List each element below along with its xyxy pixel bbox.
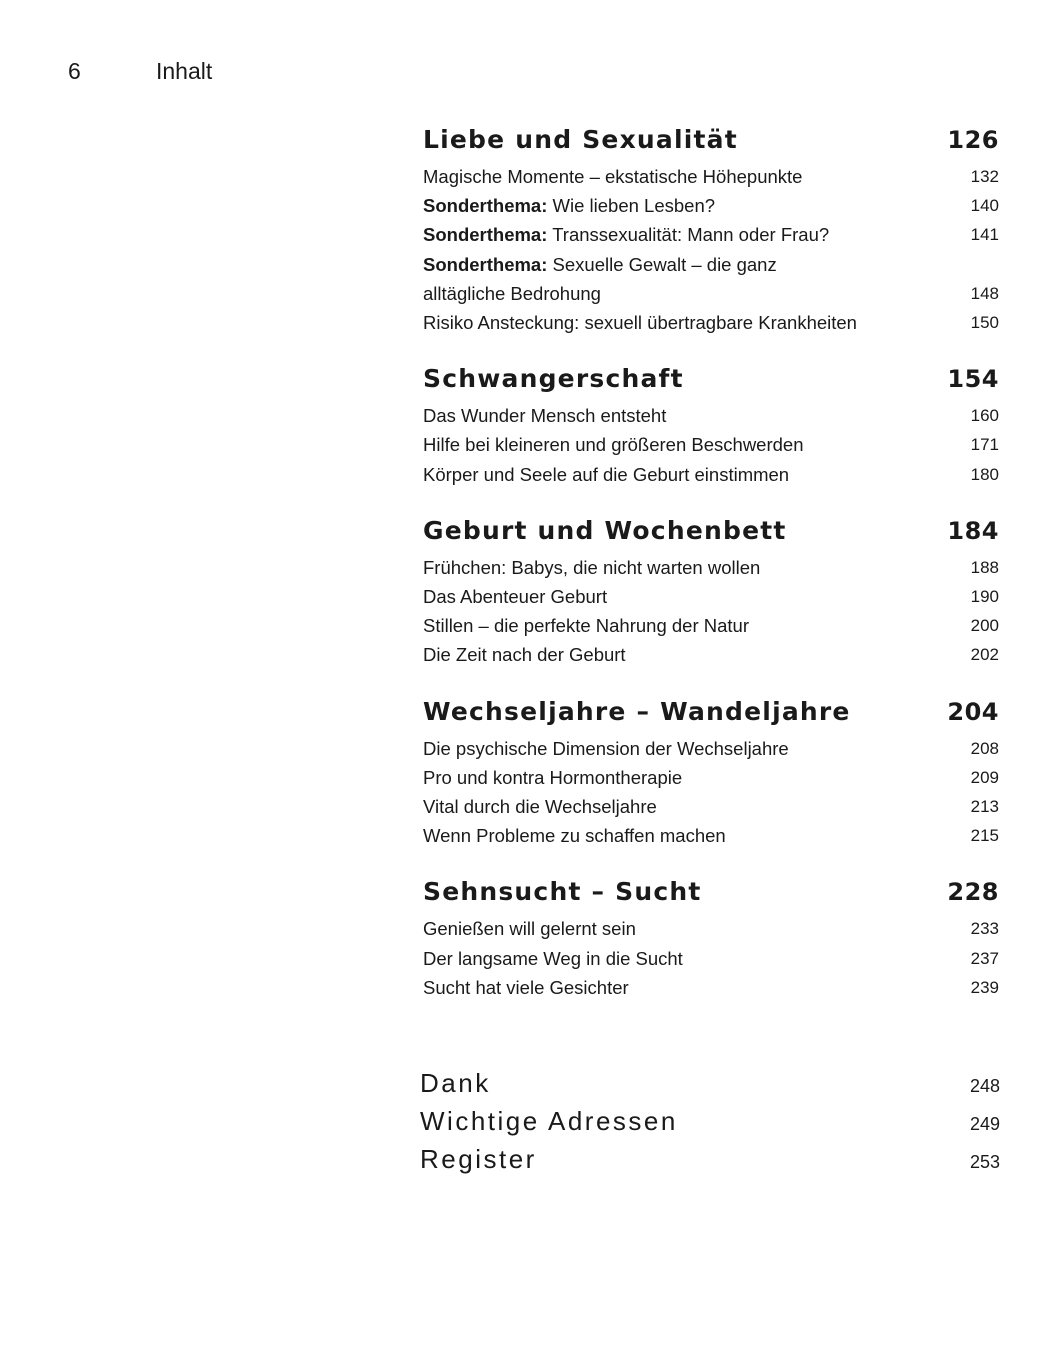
toc-entry — [423, 821, 999, 850]
entry-label — [423, 250, 777, 279]
entry-label — [423, 763, 682, 792]
entry-label — [423, 430, 804, 459]
entry-label — [423, 582, 607, 611]
toc-entry — [423, 553, 999, 582]
entry-text: Das Abenteuer Geburt — [423, 586, 608, 608]
entry-label — [423, 734, 789, 763]
toc-entry — [423, 944, 999, 973]
toc-section — [423, 870, 999, 1002]
entry-label — [423, 191, 715, 220]
entry-page-number: 209 — [970, 767, 999, 787]
entry-text: Genießen will gelernt sein — [423, 918, 636, 940]
entry-prefix: Sonderthema: — [423, 253, 548, 275]
appendix-title: Register — [420, 1144, 537, 1174]
entry-text: Stillen – die perfekte Nahrung der Natur — [423, 615, 749, 637]
entry-page-number: 171 — [970, 435, 999, 455]
appendix-page-number: 249 — [969, 1114, 1000, 1134]
toc-entry — [423, 279, 999, 308]
entry-text: Frühchen: Babys, die nicht warten wollen — [423, 556, 761, 578]
entry-label — [423, 162, 802, 191]
entry-page-number: 239 — [970, 977, 999, 997]
appendix-entry — [420, 1102, 1000, 1140]
toc-section — [423, 357, 999, 489]
toc-section — [423, 690, 999, 851]
entry-text: Vital durch die Wechseljahre — [423, 796, 657, 818]
entry-label — [423, 792, 657, 821]
entry-page-number: 233 — [970, 919, 999, 939]
appendix-page-number: 253 — [969, 1152, 1000, 1172]
entry-prefix: Sonderthema: — [423, 195, 548, 217]
entry-page-number: 150 — [970, 313, 999, 333]
toc-entry — [423, 611, 999, 640]
entry-text: Die psychische Dimension der Wechseljahre — [423, 737, 789, 759]
section-title: Liebe und Sexualität — [423, 125, 738, 154]
toc-section — [423, 118, 999, 337]
appendix-entry — [420, 1064, 1000, 1102]
section-page-number: 126 — [947, 126, 999, 154]
table-of-contents — [423, 118, 999, 1022]
entry-page-number: 160 — [970, 406, 999, 426]
toc-entry — [423, 640, 999, 669]
entry-label — [423, 220, 829, 249]
toc-section — [423, 509, 999, 670]
entry-page-number: 213 — [970, 797, 999, 817]
toc-entry — [423, 220, 999, 249]
section-title: Sehnsucht – Sucht — [423, 877, 702, 907]
page-number: 6 — [68, 58, 81, 84]
appendix-title: Wichtige Adressen — [420, 1106, 678, 1136]
entry-label — [423, 944, 683, 973]
appendix-list — [420, 1064, 1000, 1178]
appendix-title: Dank — [420, 1068, 491, 1098]
section-page-number: 184 — [947, 516, 999, 545]
toc-entry — [423, 460, 999, 489]
entry-text: Magische Momente – ekstatische Höhepunkte — [423, 166, 803, 187]
section-heading — [423, 357, 999, 401]
entry-page-number: 190 — [970, 587, 999, 607]
entry-text: Die Zeit nach der Geburt — [423, 644, 626, 666]
entry-text: Körper und Seele auf die Geburt einstimmen — [423, 463, 790, 485]
entry-text: Transsexualität: Mann oder Frau? — [547, 224, 830, 246]
entry-label — [423, 553, 760, 582]
section-page-number: 204 — [947, 697, 999, 726]
entry-label — [423, 973, 629, 1002]
entry-text: Sucht hat viele Gesichter — [423, 976, 629, 998]
entry-label — [423, 611, 749, 640]
toc-entry — [423, 162, 999, 191]
toc-entry — [423, 914, 999, 943]
entry-label — [423, 460, 789, 489]
toc-entry — [423, 430, 999, 459]
entry-label — [423, 640, 626, 669]
entry-label — [423, 914, 636, 943]
entry-text: Der langsame Weg in die Sucht — [423, 947, 683, 969]
entry-text: Risiko Ansteckung: sexuell übertragbare Krankheiten — [423, 312, 857, 334]
entry-text: Das Wunder Mensch entsteht — [423, 405, 667, 427]
toc-entry — [423, 250, 999, 279]
entry-label — [423, 821, 726, 850]
section-page-number: 228 — [947, 878, 999, 907]
section-page-number: 154 — [947, 365, 999, 394]
entry-page-number: 208 — [970, 738, 999, 758]
entry-label — [423, 308, 857, 337]
entry-page-number: 237 — [970, 948, 999, 968]
section-heading — [423, 870, 999, 914]
entry-page-number: 180 — [970, 464, 999, 484]
entry-text: Sexuelle Gewalt – die ganz — [547, 253, 777, 275]
entry-text: Hilfe bei kleineren und größeren Beschwerden — [423, 434, 804, 456]
entry-page-number: 141 — [970, 225, 999, 245]
section-heading — [423, 509, 999, 553]
entry-page-number: 200 — [970, 616, 999, 636]
toc-entry — [423, 582, 999, 611]
entry-text: Wenn Probleme zu schaffen machen — [423, 825, 726, 847]
toc-entry — [423, 401, 999, 430]
entry-text: alltägliche Bedrohung — [423, 282, 601, 304]
toc-entry — [423, 191, 999, 220]
section-title: Wechseljahre – Wandeljahre — [423, 696, 851, 726]
entry-label — [423, 279, 601, 308]
entry-page-number: 188 — [970, 557, 999, 577]
entry-label — [423, 401, 666, 430]
entry-page-number: 202 — [970, 645, 999, 665]
entry-text: Pro und kontra Hormontherapie — [423, 766, 683, 788]
toc-entry — [423, 308, 999, 337]
entry-page-number: 215 — [970, 826, 999, 846]
entry-page-number: 132 — [970, 167, 999, 186]
section-title: Geburt und Wochenbett — [423, 515, 787, 545]
appendix-entry — [420, 1140, 1000, 1178]
entry-text: Wie lieben Lesben? — [547, 195, 716, 217]
toc-entry — [423, 763, 999, 792]
section-title: Schwangerschaft — [423, 364, 684, 394]
section-heading — [423, 118, 999, 162]
toc-entry — [423, 973, 999, 1002]
section-heading — [423, 690, 999, 734]
entry-prefix: Sonderthema: — [423, 224, 548, 246]
toc-entry — [423, 792, 999, 821]
toc-entry — [423, 734, 999, 763]
page-title: Inhalt — [156, 58, 213, 84]
appendix-page-number: 248 — [969, 1076, 1000, 1096]
entry-page-number: 140 — [970, 196, 999, 216]
entry-page-number: 148 — [970, 283, 999, 303]
